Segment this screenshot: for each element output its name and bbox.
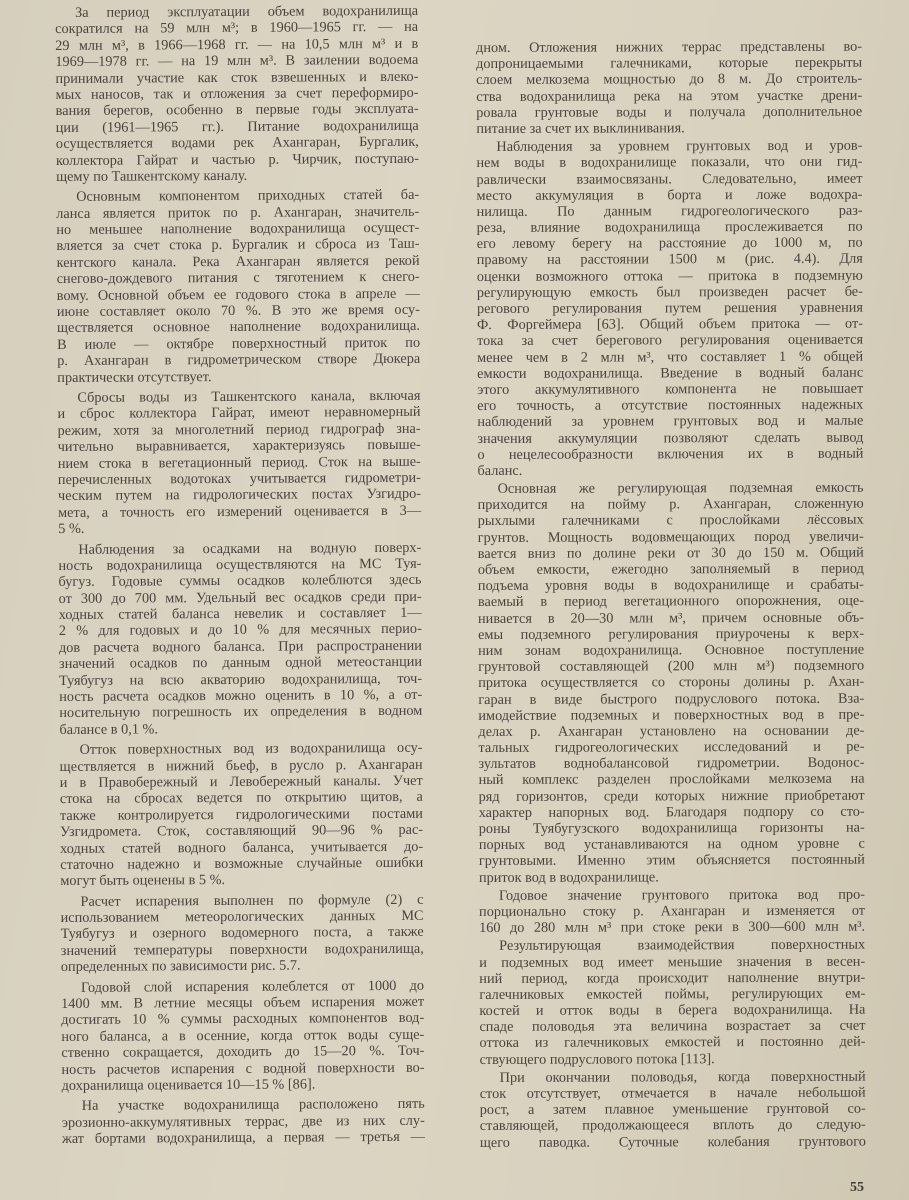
- text-line: притока осуществляется со стороны долины р. Ахан-: [478, 673, 865, 692]
- text-line: гаран в виде быстрого подруслового потока. Вза-: [478, 690, 865, 708]
- text-line: ции (1961—1965 гг.). Питание водохранилища: [55, 117, 419, 136]
- text-line: приток вод в водохранилище.: [478, 868, 659, 886]
- text-line: принимали участие как сток взвешенных и влеко-: [55, 68, 419, 87]
- text-line: ществляется основное наполнение водохранилища.: [56, 318, 421, 337]
- text-line: ходных статей водного баланса, учитывается до-: [60, 838, 424, 857]
- text-line: ства водохранилища река на этом участке дрени-: [476, 87, 863, 105]
- text-line: значений температуры поверхности водохранилища,: [60, 940, 424, 959]
- text-line: регулирующую емкость был произведен расчет бе-: [476, 283, 863, 301]
- text-line: стока на сбросах ведется по открытию щитов, а: [59, 789, 423, 808]
- text-line: 160 до 280 млн м³ при стоке реки в 300—600 млн м³.: [479, 918, 866, 937]
- text-line: приходится на пойму р. Ахангаран, сложенную: [477, 495, 864, 514]
- text-line: эрозионно-аккумулятивных террас, две из них слу-: [61, 1112, 425, 1131]
- text-line: Ф. Форгеймера [63]. Общий объем притока — от-: [476, 315, 864, 334]
- text-line: вания берегов, особенно в первые годы эксплуата-: [55, 101, 419, 120]
- text-line: Основным компонентом приходных статей ба-: [76, 187, 420, 206]
- text-line: ровала грунтовые воды и получала дополнительное: [476, 103, 863, 121]
- text-line: значений осадков по данным одной метеостанции: [58, 654, 423, 673]
- text-line: но меньшее наполнение водохранилища осущест-: [56, 219, 420, 239]
- paragraph: [57, 388, 421, 538]
- text-line: этого аккумулятивного компонента не повышает: [477, 380, 864, 398]
- text-line: определенных по зависимости рис. 5.7.: [60, 957, 301, 976]
- text-line: ственно сокращается, доходить до 15—20 %. Точ-: [61, 1042, 425, 1062]
- text-line: баланс.: [477, 462, 523, 479]
- text-line: ряд горизонтов, среди которых нижние приобретают: [478, 787, 865, 805]
- text-line: грунтовой составляющей (200 млн м³) подземного: [478, 657, 865, 676]
- text-line: и сброс коллектора Гайрат, имеют неравномерный: [57, 404, 421, 423]
- text-line: делах р. Ахангаран установлено на основании де-: [478, 722, 865, 740]
- text-line: рост, а затем плавное уменьшение грунтовой со-: [479, 1100, 866, 1119]
- text-line: ность расчетов испарения с водной поверхности во-: [61, 1059, 425, 1078]
- text-line: Наблюдения за осадками на водную поверх-: [78, 539, 422, 558]
- text-line: его точность, а отсутствие постоянных надежных: [477, 396, 864, 415]
- text-line: слоем мелкозема мощностью до 8 м. До строитель-: [476, 71, 863, 89]
- text-line: достигать 10 % суммы расходных компонентов вод-: [61, 1010, 425, 1029]
- text-line: тальных гидрогеологических исследований и ре-: [478, 738, 865, 757]
- text-line: о нецелесообразности включения их в водный: [477, 445, 864, 463]
- paragraph: [476, 138, 863, 479]
- paragraph: [479, 937, 865, 1068]
- text-line: регового регулирования путем решения уравнения: [476, 299, 863, 317]
- text-line: Годовой слой испарения колеблется от 1000 до: [80, 977, 425, 996]
- paragraph: [62, 1096, 425, 1147]
- text-line: ваемый в период вегетационного опорожнения, оце-: [477, 593, 864, 611]
- paragraph: [476, 39, 862, 137]
- text-line: порных вод устанавливаются на одном уровне с: [478, 835, 865, 854]
- text-line: нивается в 20—30 млн м³, причем основные объ-: [477, 609, 865, 627]
- paragraph: [55, 3, 419, 186]
- text-line: За период эксплуатации объем водохранилища: [74, 2, 419, 21]
- page-number: 55: [850, 1180, 864, 1195]
- text-line: 29 млн м³, в 1966—1968 гг. — на 10,5 млн м³ и в: [55, 35, 419, 54]
- paragraph: [480, 1068, 866, 1150]
- text-line: костей и отток воды в берега водохранилища. На: [479, 1001, 866, 1020]
- text-line: ного баланса, а в осенние, когда отток воды суще-: [61, 1026, 425, 1045]
- text-line: оттока из галечниковых емкостей и постоянно дей-: [479, 1034, 866, 1052]
- text-line: Годовое значение грунтового притока вод про-: [498, 886, 866, 904]
- text-line: перечисленных водотоках учитывается гидрометри-: [57, 469, 421, 488]
- text-line: осуществляется водами рек Ахангаран, Бургалик,: [55, 133, 419, 153]
- text-line: и подземных вод имеет меньшие значения в весен-: [479, 953, 866, 971]
- text-line: ность водохранилища осуществляются на МС Туя-: [58, 555, 422, 574]
- text-line: Наблюдения за уровнем грунтовых вод и уров-: [496, 137, 863, 156]
- text-line: дов расчета водного баланса. При распространении: [58, 637, 422, 656]
- text-line: равлически взаимосвязаны. Следовательно, имеет: [476, 170, 863, 188]
- text-line: щему по Ташкентскому каналу.: [56, 167, 248, 185]
- text-line: Отток поверхностных вод из водохранилища осу-: [79, 739, 423, 759]
- paragraph: [60, 740, 424, 890]
- text-line: ходных статей баланса невелик и составляет 1—: [58, 604, 422, 624]
- text-line: также контролируется гидрологическими постами: [59, 805, 423, 824]
- text-line: бугуз. Годовые суммы осадков колеблются здесь: [58, 572, 422, 591]
- text-line: ним зонам водохранилища. Основное поступление: [478, 641, 865, 659]
- text-line: ствующего подруслового потока [113].: [479, 1050, 715, 1068]
- text-line: его левому берегу на расстояние до 1000 м, по: [476, 234, 863, 253]
- text-line: сократился на 59 млн м³; в 1960—1965 гг. — на: [55, 19, 419, 38]
- text-line: коллектора Гайрат и частью р. Чирчик, поступаю-: [55, 150, 419, 169]
- text-line: менее чем в 2 млн м³, что составляет 1 % общей: [477, 348, 864, 366]
- text-line: Узгидромета. Сток, составляющий 90—96 % рас-: [60, 821, 424, 841]
- text-line: Результирующая взаимодействия поверхностных: [499, 936, 866, 955]
- text-line: Расчет испарения выполнен по формуле (2) с: [80, 891, 424, 910]
- text-line: Сбросы воды из Ташкентского канала, включая: [77, 387, 421, 406]
- paragraph: [478, 480, 865, 886]
- text-line: носительную погрешность их определения в водном: [59, 703, 423, 722]
- text-line: грунтовыми. Именно этим объясняется постоянный: [478, 852, 865, 870]
- text-line: балансе в 0,1 %.: [59, 721, 159, 738]
- text-line: значения аккумуляции позволяют сделать вывод: [477, 429, 864, 447]
- text-line: снегово-дождевого питания с тяготением к снего-: [56, 269, 420, 288]
- paragraph: [58, 539, 422, 738]
- paragraph: [61, 977, 425, 1094]
- left-text-column: [55, 3, 425, 1152]
- text-line: нем воды в водохранилище показали, что они гид-: [476, 153, 863, 172]
- text-line: практически отсутствует.: [57, 368, 212, 386]
- text-line: сток отсутствует, отмечается в начале небольшой: [479, 1084, 866, 1102]
- text-line: рыхлыми галечниками с прослойками лёссовых: [477, 512, 864, 530]
- text-line: ний период, когда происходит наполнение внутри-: [479, 969, 866, 987]
- text-line: 5 %.: [58, 520, 85, 538]
- text-line: мета, а точность его измерений оценивается в 3—: [58, 502, 422, 521]
- text-line: ланса является приток по р. Ахангаран, значитель-: [56, 203, 420, 222]
- text-line: кентского канала. Река Ахангаран является рекой: [56, 252, 420, 271]
- text-line: наблюдений за уровнем грунтовых вод и малые: [477, 412, 864, 431]
- text-line: 1969—1978 гг. — на 19 млн м³. В заилении водоема: [55, 51, 419, 71]
- text-line: питание за счет их выклинивания.: [476, 120, 685, 137]
- text-line: нием стока в вегетационный период. Сток на выше-: [57, 453, 421, 472]
- text-line: р. Ахангаран в гидрометрическом створе Дюкера: [57, 350, 421, 370]
- text-line: правому на расстоянии 1500 м (рис. 4.4). Для: [476, 251, 863, 269]
- paragraph: [60, 891, 423, 975]
- right-text-column: [476, 39, 866, 1153]
- text-line: режим, хотя за многолетний период гидрограф зна-: [57, 420, 421, 439]
- text-line: от 300 до 700 мм. Удельный вес осадков среди при-: [58, 588, 422, 607]
- text-line: место аккумуляция в борта и ложе водохра-: [476, 186, 863, 204]
- text-line: нилища. По данным гидрогеологического раз-: [476, 202, 863, 220]
- text-line: зультатов воднобалансовой гидрометрии. Водонос-: [478, 754, 865, 773]
- text-line: тока за счет берегового регулирования оценивается: [477, 332, 864, 350]
- text-line: емы подземного регулирования приурочены к верх-: [478, 625, 865, 643]
- text-line: оценки возможного оттока — притока в подземную: [476, 267, 863, 285]
- text-line: емкости водохранилища. Введение в водный баланс: [477, 364, 864, 382]
- text-line: При окончании половодья, когда поверхностный: [499, 1068, 866, 1086]
- text-line: вому. Основной объем ее годового стока в апреле —: [56, 285, 420, 304]
- text-line: жат бортами водохранилища, а первая — третья —: [61, 1128, 425, 1148]
- text-line: 2 % для годовых и до 10 % для месячных перио-: [58, 621, 422, 640]
- text-line: спаде половодья эта величина возрастает за счет: [479, 1017, 866, 1036]
- text-line: порционально стоку р. Ахангаран и изменяется от: [479, 902, 866, 920]
- text-line: имодействие подземных и поверхностных вод в пре-: [478, 706, 865, 724]
- text-line: ставляющей, продолжающееся вплоть до следую-: [479, 1117, 866, 1135]
- text-line: вается вниз по долине реки от 30 до 150 м. Общий: [477, 544, 864, 562]
- text-line: чительно выравнивается, характеризуясь повыше-: [57, 436, 421, 456]
- text-line: Туябугуз на всю акваторию водохранилища, точ-: [59, 670, 423, 689]
- text-line: ческим путем на гидрологических постах Узгидро-: [57, 486, 422, 505]
- text-line: грунтов. Мощность водовмещающих пород увеличи-: [477, 528, 864, 546]
- text-line: статочно надежно и возможные случайные ошибки: [60, 854, 424, 873]
- text-line: характер напорных вод. Благодаря подпору со сто-: [478, 803, 865, 821]
- text-line: использованием метеорологических данных МС: [60, 907, 424, 927]
- text-line: роны Туябугузского водохранилища горизонты на-: [478, 819, 865, 837]
- text-line: подъема уровня воды в водохранилище и срабаты-: [477, 576, 864, 595]
- text-line: и в Правобережный и Левобережный каналы. Учет: [59, 772, 423, 791]
- text-line: ность расчета осадков можно оценить в 10 %, а от-: [59, 686, 423, 706]
- paragraph: [56, 187, 420, 386]
- text-line: галечниковых емкостей поймы, регулирующих ем-: [479, 985, 866, 1003]
- text-line: ществляется в нижний бьеф, в русло р. Ахангаран: [59, 756, 423, 775]
- text-line: Туябугуз и озерного водомерного поста, а также: [60, 924, 424, 943]
- text-line: На участке водохранилища расположено пять: [81, 1096, 425, 1115]
- text-line: мых наносов, так и отложения за счет переформиро-: [55, 84, 419, 103]
- text-line: дохранилища оценивается 10—15 % [86].: [61, 1076, 316, 1094]
- text-line: Основная же регулирующая подземная емкость: [497, 479, 864, 497]
- text-line: объем емкости, ежегодно заполняемый в период: [477, 560, 864, 578]
- text-line: ный комплекс разделен прослойками мелкозема на: [478, 771, 865, 789]
- paragraph: [479, 886, 865, 936]
- text-line: щего паводка. Суточные колебания грунтового: [479, 1133, 866, 1151]
- text-line: могут быть оценены в 5 %.: [60, 872, 226, 890]
- text-line: июне составляет около 70 %. В это же время осу-: [56, 301, 420, 321]
- text-line: вляется за счет стока р. Бургалик и сброса из Таш-: [56, 236, 420, 255]
- text-line: дном. Отложения нижних террас представлены во-: [476, 38, 863, 56]
- text-line: допроницаемыми галечниками, которые перекрыты: [476, 54, 863, 73]
- text-line: 1400 мм. В летние месяцы объем испарения может: [61, 993, 425, 1013]
- text-line: реза, влияние водохранилища прослеживается по: [476, 218, 863, 237]
- text-line: В июле — октябре поверхностный приток по: [57, 334, 421, 353]
